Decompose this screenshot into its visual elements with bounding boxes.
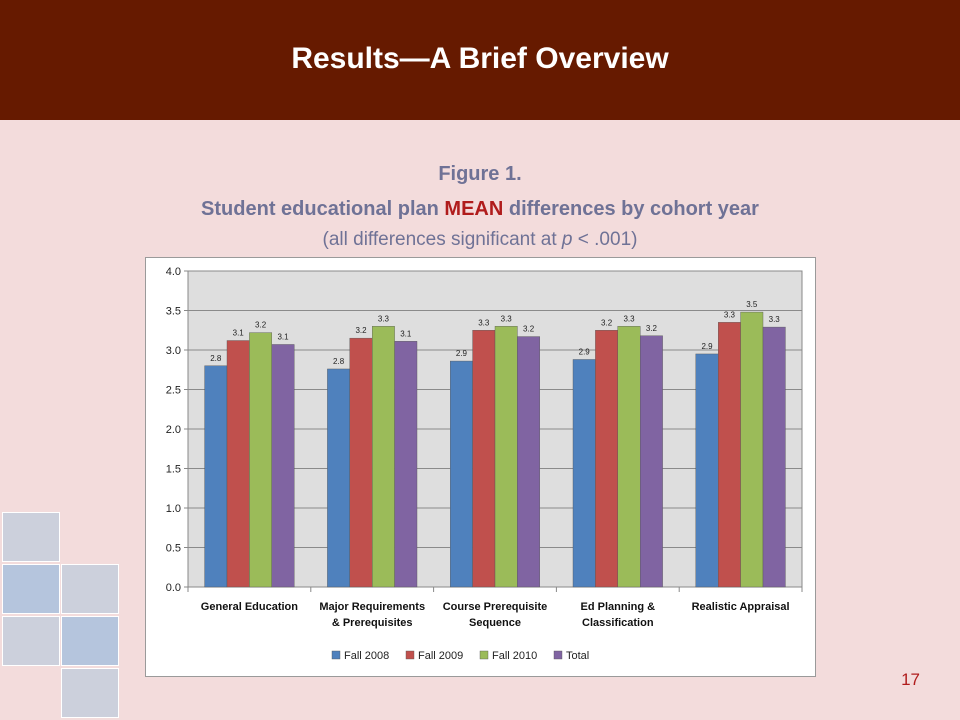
legend-label: Fall 2008 bbox=[344, 650, 390, 662]
decor-tile bbox=[2, 564, 60, 614]
bar bbox=[618, 326, 640, 587]
figure-label: Figure 1. bbox=[438, 163, 522, 185]
bar bbox=[595, 330, 617, 587]
data-label: 3.3 bbox=[478, 318, 490, 328]
chart-container bbox=[145, 257, 816, 677]
bar bbox=[272, 344, 294, 587]
figure-note bbox=[0, 229, 960, 251]
x-tick-label: Major Requirements bbox=[319, 601, 426, 613]
data-label: 3.3 bbox=[500, 314, 512, 324]
legend-label: Total bbox=[566, 650, 590, 662]
legend-swatch bbox=[554, 651, 562, 659]
bar bbox=[372, 326, 394, 587]
figure-title-start: Student educational plan bbox=[201, 198, 445, 220]
slide-title: Results—A Brief Overview bbox=[291, 42, 669, 75]
figure-title-highlight: MEAN bbox=[444, 198, 504, 220]
slide-header bbox=[0, 0, 960, 120]
data-label: 3.3 bbox=[723, 310, 735, 320]
data-label: 3.3 bbox=[623, 314, 635, 324]
bar bbox=[718, 322, 740, 587]
figure-note-start: (all differences significant at bbox=[322, 229, 562, 250]
decor-tile bbox=[61, 668, 119, 718]
y-tick-label: 1.0 bbox=[165, 503, 181, 515]
x-tick-label: Realistic Appraisal bbox=[691, 601, 790, 613]
x-tick-label: Sequence bbox=[469, 617, 521, 629]
bar bbox=[227, 341, 249, 587]
bar bbox=[350, 338, 372, 587]
bar bbox=[249, 333, 271, 587]
data-label: 3.1 bbox=[232, 328, 244, 338]
bar bbox=[696, 354, 718, 587]
decor-tile bbox=[61, 616, 119, 666]
data-label: 3.1 bbox=[400, 329, 412, 339]
data-label: 2.9 bbox=[701, 341, 713, 351]
y-tick-label: 4.0 bbox=[165, 266, 181, 278]
bar-chart bbox=[146, 258, 815, 676]
data-label: 3.1 bbox=[277, 332, 289, 342]
y-tick-label: 1.5 bbox=[165, 463, 181, 476]
bar bbox=[395, 341, 417, 587]
y-tick-label: 0.0 bbox=[165, 582, 181, 594]
legend-swatch bbox=[332, 651, 340, 659]
data-label: 3.3 bbox=[377, 314, 389, 324]
data-label: 3.2 bbox=[645, 323, 657, 333]
x-tick-label: General Education bbox=[200, 601, 299, 613]
decor-tile bbox=[2, 616, 60, 666]
figure-title-end: differences by cohort year bbox=[503, 198, 759, 220]
legend-label: Fall 2010 bbox=[492, 650, 538, 662]
data-label: 3.3 bbox=[768, 315, 780, 325]
bar bbox=[205, 366, 227, 587]
data-label: 3.2 bbox=[601, 318, 613, 328]
decor-tile bbox=[61, 564, 119, 614]
bar bbox=[495, 326, 517, 587]
y-tick-label: 2.0 bbox=[165, 424, 181, 436]
legend-swatch bbox=[406, 651, 414, 659]
figure-note-end: < .001) bbox=[572, 229, 638, 250]
data-label: 3.5 bbox=[746, 300, 758, 310]
data-label: 3.2 bbox=[523, 324, 535, 334]
bar bbox=[473, 330, 495, 587]
bar bbox=[573, 359, 595, 587]
x-tick-label: & Prerequisites bbox=[331, 617, 413, 629]
data-label: 2.8 bbox=[333, 356, 345, 366]
x-tick-label: Course Prerequisite bbox=[442, 601, 548, 613]
legend-swatch bbox=[480, 651, 488, 659]
data-label: 3.2 bbox=[355, 326, 367, 336]
bar bbox=[450, 361, 472, 587]
x-tick-label: Ed Planning & bbox=[580, 601, 656, 613]
x-tick-label: Classification bbox=[582, 617, 654, 629]
bar bbox=[763, 327, 785, 587]
data-label: 2.9 bbox=[455, 349, 467, 359]
decor-tile bbox=[2, 512, 60, 562]
y-tick-label: 2.5 bbox=[165, 384, 181, 397]
bar bbox=[640, 336, 662, 587]
figure-note-p: p bbox=[561, 229, 573, 250]
bar bbox=[741, 312, 763, 587]
data-label: 2.9 bbox=[578, 347, 590, 357]
legend-label: Fall 2009 bbox=[418, 650, 464, 662]
y-tick-label: 3.5 bbox=[165, 305, 181, 318]
data-label: 2.8 bbox=[210, 353, 222, 363]
y-tick-label: 3.0 bbox=[165, 345, 181, 357]
page-number: 17 bbox=[901, 670, 920, 689]
figure-title bbox=[0, 198, 960, 221]
data-label: 3.2 bbox=[255, 320, 267, 330]
bar bbox=[327, 369, 349, 587]
bar bbox=[517, 337, 539, 587]
y-tick-label: 0.5 bbox=[165, 542, 181, 555]
